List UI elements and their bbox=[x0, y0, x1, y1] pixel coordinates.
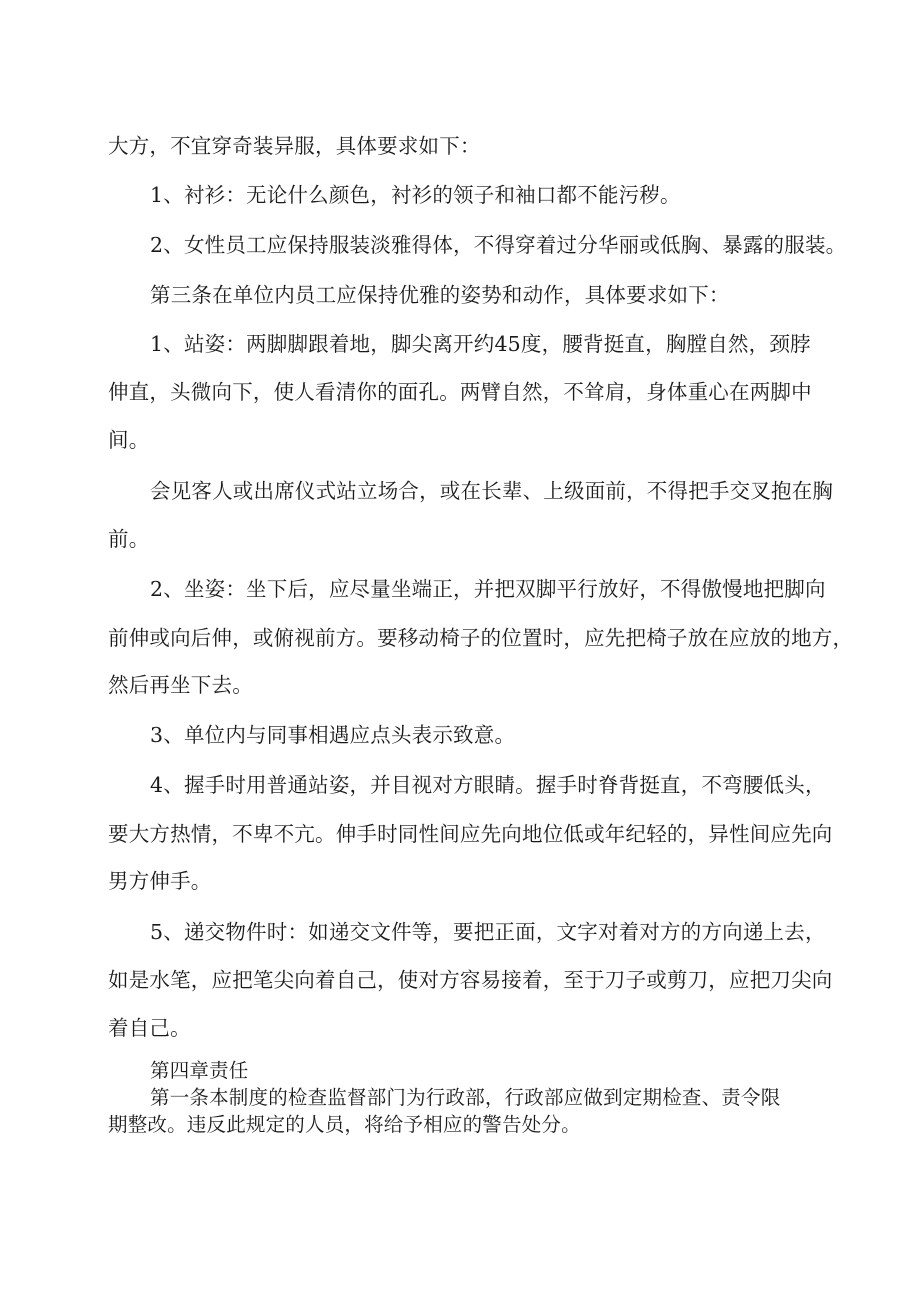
text-line: 如是水笔，应把笔尖向着自己，使对方容易接着，至于刀子或剪刀，应把刀尖向 bbox=[108, 968, 833, 992]
text-line: 2、女性员工应保持服装淡雅得体，不得穿着过分华丽或低胸、暴露的服装。 bbox=[150, 233, 847, 257]
text-line: 伸直，头微向下，使人看清你的面孔。两臂自然，不耸肩，身体重心在两脚中 bbox=[108, 380, 812, 404]
text-line: 2、坐姿：坐下后，应尽量坐端正，并把双脚平行放好，不得傲慢地把脚向 bbox=[150, 577, 826, 601]
text-line: 4、握手时用普通站姿，并目视对方眼睛。握手时脊背挺直，不弯腰低头， bbox=[150, 773, 826, 797]
text-line: 3、单位内与同事相遇应点头表示致意。 bbox=[150, 723, 516, 747]
text-line: 1、站姿：两脚脚跟着地，脚尖离开约45度，腰背挺直，胸膛自然，颈脖 bbox=[150, 332, 811, 356]
text-line: 着自己。 bbox=[108, 1016, 191, 1040]
text-line: 期整改。违反此规定的人员，将给予相应的警告处分。 bbox=[108, 1113, 581, 1136]
text-line: 前伸或向后伸，或俯视前方。要移动椅子的位置时，应先把椅子放在应放的地方， bbox=[108, 626, 854, 650]
text-line: 大方，不宜穿奇装异服，具体要求如下： bbox=[108, 134, 481, 158]
text-line: 前。 bbox=[108, 527, 150, 551]
section-heading: 第四章责任 bbox=[150, 1059, 249, 1082]
text-line: 5、递交物件时：如递交文件等，要把正面，文字对着对方的方向递上去， bbox=[150, 920, 826, 944]
text-line: 然后再坐下去。 bbox=[108, 673, 253, 697]
text-line: 第一条本制度的检查监督部门为行政部，行政部应做到定期检查、责令限 bbox=[150, 1086, 781, 1109]
text-line: 第三条在单位内员工应保持优雅的姿势和动作，具体要求如下： bbox=[150, 283, 730, 307]
text-line: 会见客人或出席仪式站立场合，或在长辈、上级面前，不得把手交叉抱在胸 bbox=[150, 479, 834, 503]
text-line: 要大方热情，不卑不亢。伸手时同性间应先向地位低或年纪轻的，异性间应先向 bbox=[108, 822, 833, 846]
text-line: 1、衬衫：无论什么颜色，衬衫的领子和袖口都不能污秽。 bbox=[150, 183, 681, 207]
text-line: 间。 bbox=[108, 428, 150, 452]
text-line: 男方伸手。 bbox=[108, 869, 212, 893]
